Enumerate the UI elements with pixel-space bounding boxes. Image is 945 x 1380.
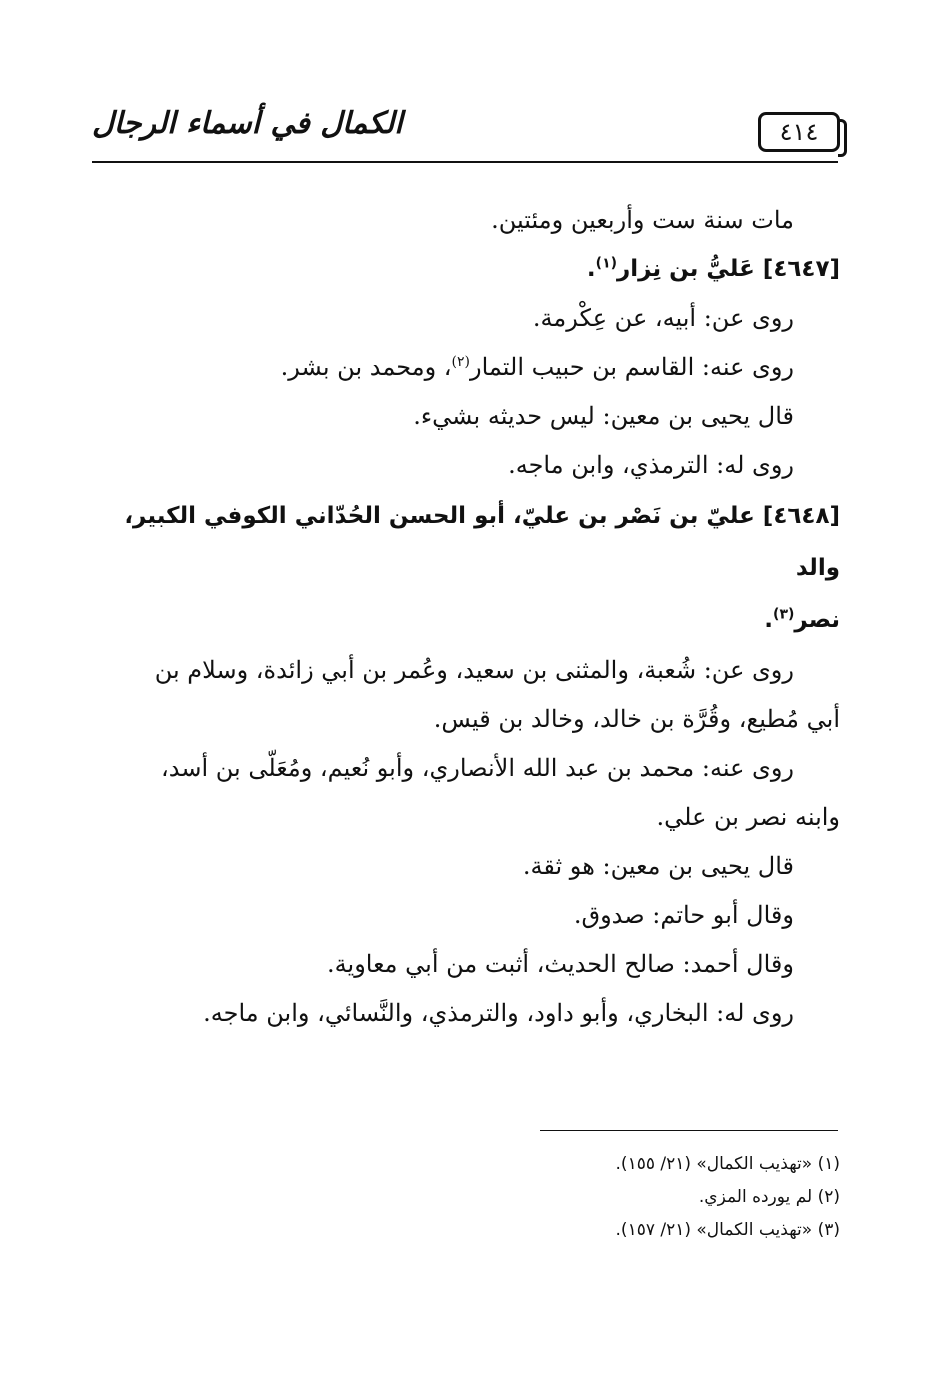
narrated-by (95, 343, 840, 392)
entry-heading-4648 (95, 490, 840, 646)
scholar-opinion: قال يحيى بن معين: هو ثقة. (522, 852, 794, 880)
narrated-for: روى له: الترمذي، وابن ماجه. (508, 451, 794, 479)
scholar-opinion: وقال أبو حاتم: صدوق. (573, 901, 794, 929)
narrated-from: روى عن: شُعبة، والمثنى بن سعيد، وعُمر بن أبي زائدة، وسلام بن (154, 656, 794, 684)
entry-heading-4647 (95, 245, 840, 294)
narrated-by-text-end: ، ومحمد بن بشر. (280, 353, 452, 381)
page-header (92, 100, 840, 162)
entry-heading-end: . (586, 256, 596, 282)
book-title: الكمال في أسماء الرجال (92, 106, 403, 141)
narrated-for: روى له: البخاري، وأبو داود، والترمذي، والنَّسائي، وابن ماجه. (203, 999, 794, 1027)
footnote-ref: (٢) (451, 354, 471, 370)
footnote: (١) «تهذيب الكمال» (٢١/ ١٥٥). (615, 1154, 840, 1174)
entry-heading-end: . (764, 607, 774, 633)
footnote-ref: (٣) (773, 606, 795, 623)
narrated-by-text: روى عنه: القاسم بن حبيب التمار (470, 353, 794, 381)
text-line: مات سنة ست وأربعين ومئتين. (491, 206, 794, 234)
entry-heading-text: [٤٦٤٧] عَليُّ بن نِزار (617, 256, 840, 282)
narrated-from-cont: أبي مُطيع، وقُرَّة بن خالد، وخالد بن قيس. (433, 705, 840, 733)
scholar-opinion: وقال أحمد: صالح الحديث، أثبت من أبي معاوية. (327, 950, 794, 978)
footnote: (٣) «تهذيب الكمال» (٢١/ ١٥٧). (615, 1220, 840, 1240)
page-number: ٤١٤ (758, 112, 840, 152)
narrated-by-cont: وابنه نصر بن علي. (656, 803, 840, 831)
footnote-divider (540, 1130, 838, 1131)
scholar-opinion: قال يحيى بن معين: ليس حديثه بشيء. (413, 402, 794, 430)
footnote-ref: (١) (595, 255, 618, 272)
footnote: (٢) لم يورده المزي. (698, 1187, 840, 1207)
narrated-from: روى عن: أبيه، عن عِكْرمة. (532, 304, 794, 332)
entry-heading-line (95, 594, 840, 646)
header-divider (92, 161, 838, 163)
entry-heading-line: [٤٦٤٨] عليّ بن نَصْر بن عليّ، أبو الحسن الحُدّاني الكوفي الكبير، والد (124, 503, 840, 581)
main-text (95, 196, 840, 1038)
entry-heading-text: نصر (794, 607, 840, 633)
narrated-by: روى عنه: محمد بن عبد الله الأنصاري، وأبو نُعيم، ومُعَلّى بن أسد، (161, 754, 794, 782)
footnotes (95, 1148, 840, 1247)
